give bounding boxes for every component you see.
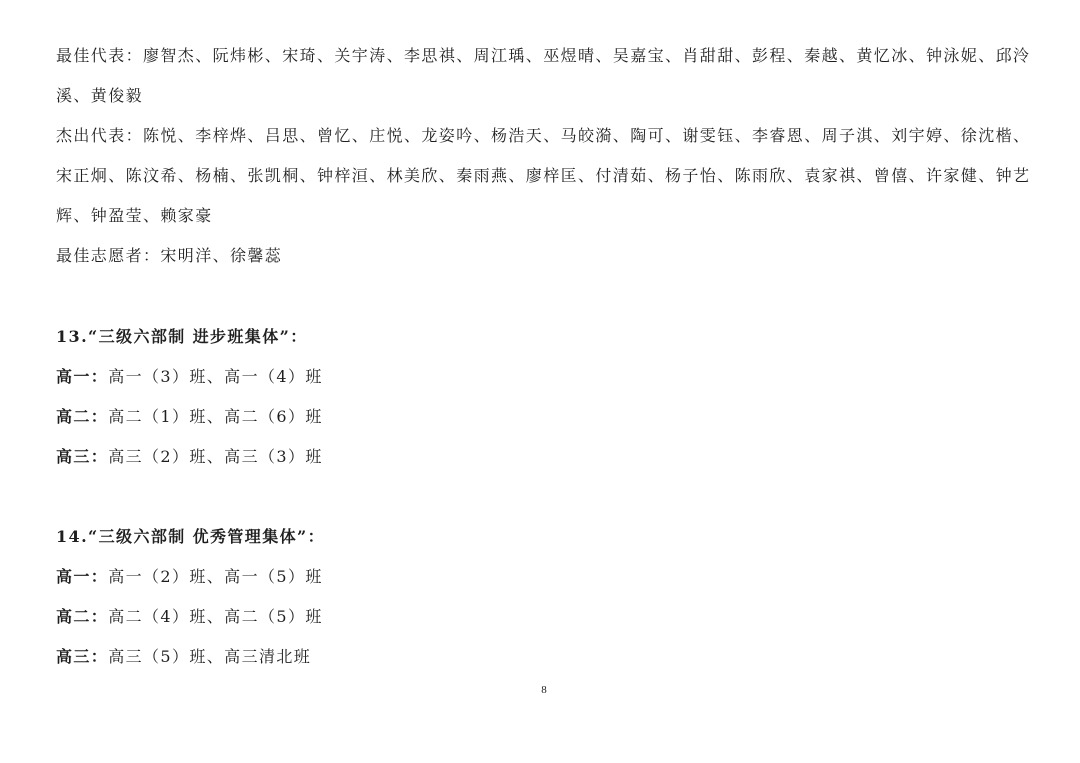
class-list: 高三（2）班、高三（3）班 — [108, 447, 323, 466]
class-list: 高二（1）班、高二（6）班 — [108, 407, 323, 426]
section-13-row-grade-2 — [56, 397, 323, 437]
grade-label: 高一： — [56, 367, 109, 386]
section-14-row-grade-1 — [56, 557, 323, 597]
best-representatives-paragraph: 最佳代表：廖智杰、阮炜彬、宋琦、关宇涛、李思祺、周江瑀、巫煜晴、吴嘉宝、肖甜甜、彭程、秦越、黄忆冰、钟泳妮、邱泠溪、黄俊毅 — [56, 46, 1031, 105]
section-13-row-grade-1 — [56, 357, 323, 397]
section-14-heading: 14.“三级六部制 优秀管理集体”： — [56, 527, 326, 546]
grade-label: 高二： — [56, 407, 109, 426]
class-list: 高一（3）班、高一（4）班 — [108, 367, 323, 386]
class-list: 高三（5）班、高三清北班 — [108, 647, 312, 666]
class-list: 高二（4）班、高二（5）班 — [108, 607, 323, 626]
section-13-row-grade-3 — [56, 437, 323, 477]
grade-label: 高二： — [56, 607, 109, 626]
best-volunteers-paragraph: 最佳志愿者：宋明洋、徐馨蕊 — [56, 246, 283, 265]
section-14-row-grade-2 — [56, 597, 323, 637]
grade-label: 高一： — [56, 567, 109, 586]
grade-label: 高三： — [56, 647, 109, 666]
page-number: 8 — [541, 684, 547, 696]
section-14-row-grade-3 — [56, 637, 311, 677]
section-13-heading: 13.“三级六部制 进步班集体”： — [56, 327, 308, 346]
outstanding-representatives-paragraph: 杰出代表：陈悦、李梓烨、吕思、曾忆、庄悦、龙姿吟、杨浩天、马皎漪、陶可、谢雯钰、李睿恩、周子淇、刘宇婷、徐沈楷、宋正炯、陈汶希、杨楠、张凯桐、钟梓洹、林美欣、秦雨燕、廖梓匡、付清茹、杨子怡、陈雨欣、袁家祺、曾僖、许家健、钟艺辉、钟盈莹、赖家豪 — [56, 126, 1031, 225]
grade-label: 高三： — [56, 447, 109, 466]
class-list: 高一（2）班、高一（5）班 — [108, 567, 323, 586]
